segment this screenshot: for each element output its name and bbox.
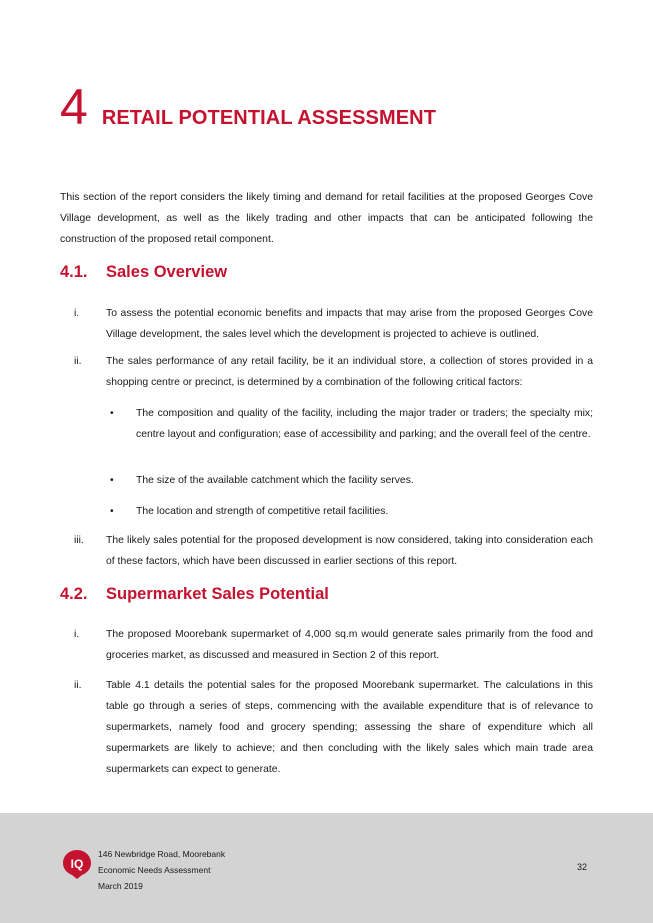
page-number: 32: [577, 862, 588, 872]
footer-address: 146 Newbridge Road, Moorebank: [98, 849, 226, 859]
chapter-number: 4: [60, 79, 88, 135]
section-number: 4.2.: [60, 585, 88, 603]
list-marker: i.: [74, 308, 80, 319]
list-item: [60, 675, 593, 780]
iq-logo-icon: [62, 849, 92, 879]
footer-info: [98, 846, 225, 894]
list-item-text: To assess the potential economic benefits and impacts that may arise from the proposed Georges Cove Village development, the sales level which the development is projected to achieve is outlined.: [106, 308, 593, 340]
list-item: [60, 624, 593, 666]
list-marker: ii.: [74, 356, 82, 367]
bullet-icon: •: [110, 408, 114, 419]
list-item-text: The likely sales potential for the proposed development is now considered, taking into consideration each of these factors, which have been discussed in earlier sections of this report.: [106, 535, 593, 567]
chapter-title: RETAIL POTENTIAL ASSESSMENT: [101, 107, 437, 129]
bullet-item: [106, 403, 593, 445]
footer-date: March 2019: [98, 881, 143, 891]
list-item-text: Table 4.1 details the potential sales for the proposed Moorebank supermarket. The calculations in this table go through a series of steps, commencing with the available expenditure that is of relevance to supermarkets, namely food and grocery spending; assessing the share of expenditure which all supermarkets are likely to achieve; and then concluding with the likely sales which main trade area supermarkets can expect to generate.: [106, 680, 593, 775]
bullet-text: The composition and quality of the facility, including the major trader or traders; the specialty mix; centre layout and configuration; ease of accessibility and parking; and the overall feel of the centre.: [136, 408, 593, 440]
section-title: Supermarket Sales Potential: [106, 585, 329, 603]
bullet-text: The size of the available catchment which the facility serves.: [136, 475, 414, 486]
bullet-item: [106, 501, 593, 522]
list-marker: ii.: [74, 680, 82, 691]
section-heading-sales-overview: [60, 263, 227, 282]
bullet-item: [106, 470, 593, 491]
bullet-icon: •: [110, 475, 114, 486]
footer-report-name: Economic Needs Assessment: [98, 865, 211, 875]
list-item: [60, 351, 593, 393]
list-marker: i.: [74, 629, 80, 640]
chapter-heading: [60, 79, 437, 135]
logo-text: IQ: [70, 857, 84, 871]
list-item-text: The proposed Moorebank supermarket of 4,000 sq.m would generate sales primarily from the food and groceries market, as discussed and measured in Section 2 of this report.: [106, 629, 593, 661]
list-marker: iii.: [74, 535, 84, 546]
section-title: Sales Overview: [106, 263, 228, 281]
section-number: 4.1.: [60, 263, 88, 281]
list-item-text: The sales performance of any retail facility, be it an individual store, a collection of stores provided in a shopping centre or precinct, is determined by a combination of the following critical factors:: [106, 356, 593, 388]
list-item: [60, 530, 593, 572]
section-heading-supermarket-sales: [60, 585, 329, 604]
list-item: [60, 303, 593, 345]
bullet-icon: •: [110, 506, 114, 517]
bullet-text: The location and strength of competitive retail facilities.: [136, 506, 389, 517]
intro-paragraph: This section of the report considers the likely timing and demand for retail facilities at the proposed Georges Cove Village development, as well as the likely trading and other impacts that can be anticipated following the construction of the proposed retail component.: [60, 192, 593, 245]
